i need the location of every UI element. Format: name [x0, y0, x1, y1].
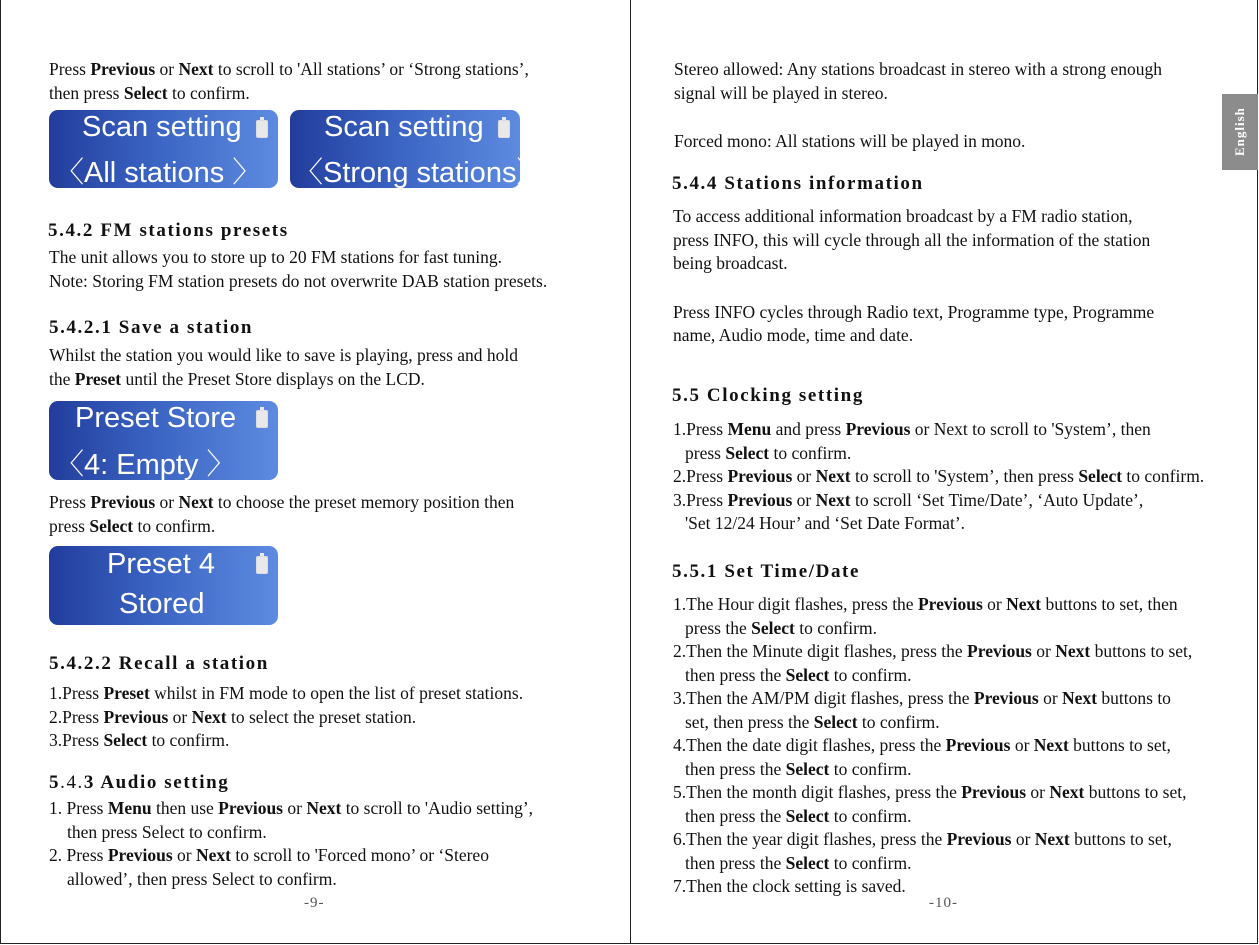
page-number: -9- — [304, 895, 325, 911]
heading-audio-setting: 5.4.3 Audio setting — [49, 772, 230, 793]
heading-stations-information: 5.4.4 Stations information — [672, 173, 924, 194]
intro-text: Press Previous or Next to scroll to 'All stations’ or ‘Strong stations’, then press Select to confirm. — [49, 59, 529, 103]
lcd-line2: 〈All stations 〉 — [55, 157, 262, 189]
lcd-line1: Scan setting — [324, 111, 484, 143]
lcd-preset-stored — [49, 546, 278, 625]
set-time-date-list: 1.The Hour digit flashes, press the Previous or Next buttons to set, then press the Select to confirm. 2.Then the Minute digit flashes, press the Previous or Next buttons to set, then press the Select to confirm. 3.Then the AM/PM digit flashes, press the Previous or Next buttons to set, then press the Select to confirm. 4.Then the date digit flashes, press the Previous or Next buttons to set, then press the Select to confirm. 5.Then the month digit flashes, press the Previous or Next buttons to set, then press the Select to confirm. 6.Then the year digit flashes, press the Previous or Next buttons to set, then press the Select to confirm. 7.Then the clock setting is saved. — [673, 594, 1193, 896]
recall-station-list: 1.Press Preset whilst in FM mode to open the list of preset stations. 2.Press Previous or Next to select the preset station. 3.Press Select to confirm. — [49, 683, 524, 750]
lcd-preset-store — [49, 401, 278, 480]
battery-icon — [498, 120, 510, 138]
clocking-setting-list: 1.Press Menu and press Previous or Next to scroll to 'System’, then press Select to confirm. 2.Press Previous or Next to scroll to 'System’, then press Select to confirm. 3.Press Previous or Next to scroll ‘Set Time/Date’, ‘Auto Update’, 'Set 12/24 Hour’ and ‘Set Date Format’. — [673, 419, 1205, 533]
stereo-allowed-text: Stereo allowed: Any stations broadcast in stereo with a strong enough signal will be played in stereo. — [674, 59, 1162, 103]
battery-icon — [256, 410, 268, 428]
lcd-line1: Preset Store — [75, 402, 237, 434]
heading-clocking-setting: 5.5 Clocking setting — [672, 385, 864, 406]
save-station-text: Whilst the station you would like to save is playing, press and hold the Preset until the Preset Store displays on the LCD. — [49, 345, 519, 389]
lcd-line1: Preset 4 — [107, 548, 215, 580]
choose-preset-text: Press Previous or Next to choose the preset memory position then press Select to confirm. — [49, 492, 515, 536]
forced-mono-text: Forced mono: All stations will be played in mono. — [674, 131, 1026, 151]
lcd-line2: 〈4: Empty 〉 — [55, 449, 236, 481]
heading-recall-station: 5.4.2.2 Recall a station — [49, 653, 269, 674]
lcd-scan-strong-stations — [290, 110, 546, 189]
right-page — [631, 0, 1258, 944]
heading-set-time-date: 5.5.1 Set Time/Date — [672, 561, 861, 582]
page-number: -10- — [929, 895, 958, 911]
heading-fm-presets: 5.4.2 FM stations presets — [48, 220, 289, 241]
battery-icon — [256, 120, 268, 138]
battery-icon — [256, 556, 268, 574]
lcd-scan-all-stations — [49, 110, 278, 188]
lcd-line2: Stored — [119, 588, 205, 620]
heading-save-station: 5.4.2.1 Save a station — [49, 317, 254, 338]
language-tab: English — [1222, 94, 1258, 170]
fm-presets-text: The unit allows you to store up to 20 FM stations for fast tuning. Note: Storing FM station presets do not overwrite DAB station presets. — [49, 247, 548, 291]
lcd-line2: 〈Strong stations〉 — [294, 157, 546, 189]
lcd-line1: Scan setting — [82, 111, 242, 143]
stations-information-text: To access additional information broadcast by a FM radio station, press INFO, this will cycle through all the information of the station being broadcast. Press INFO cycles through Radio text, Programme type, Programme name, Audio mode, time and date. — [673, 206, 1155, 345]
audio-setting-list: 1. Press Menu then use Previous or Next to scroll to 'Audio setting’, then press Select to confirm. 2. Press Previous or Next to scroll to 'Forced mono’ or ‘Stereo allowed’, then press Select to confirm. — [49, 798, 534, 889]
